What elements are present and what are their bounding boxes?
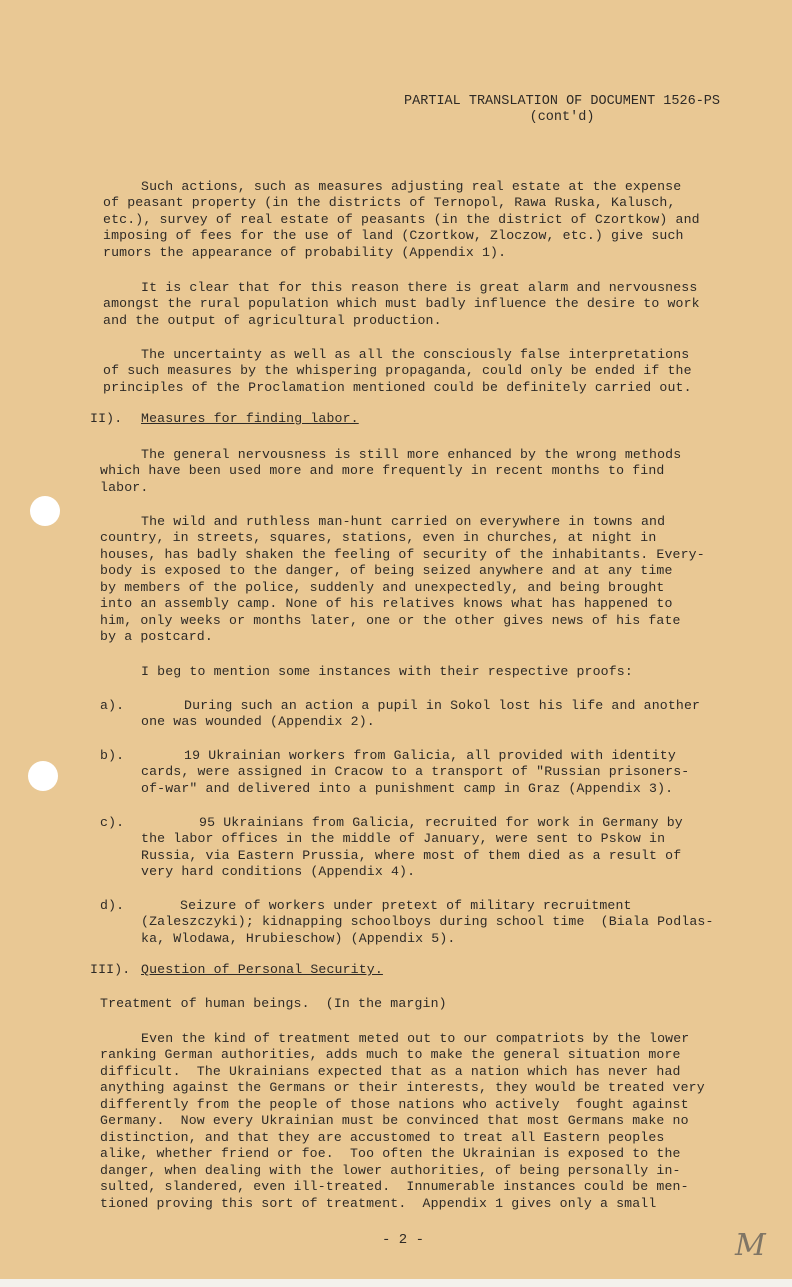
paragraph-line: him, only weeks or months later, one or the other gives news of his fate xyxy=(100,613,681,628)
list-item-line: the labor offices in the middle of January, were sent to Pskow in xyxy=(141,831,666,846)
list-item-line: 95 Ukrainians from Galicia, recruited for work in Germany by xyxy=(199,815,683,830)
paragraph-line: principles of the Proclamation mentioned could be definitely carried out. xyxy=(103,380,692,395)
list-item-line: Seizure of workers under pretext of military recruitment xyxy=(180,898,632,913)
list-label: a). xyxy=(100,698,125,713)
list-item-line: During such an action a pupil in Sokol lost his life and another xyxy=(184,698,701,713)
section-title: Measures for finding labor. xyxy=(141,411,359,426)
list-item-line: Russia, via Eastern Prussia, where most of them died as a result of xyxy=(141,848,682,863)
paragraph-line: alike, whether friend or foe. Too often the Ukrainian is exposed to the xyxy=(100,1146,681,1161)
document-header xyxy=(404,94,720,126)
paragraph-line: of such measures by the whispering propaganda, could only be ended if the xyxy=(103,363,692,378)
paragraph-line: anything against the Germans or their interests, they would be treated very xyxy=(100,1080,705,1095)
paragraph-line: ranking German authorities, adds much to make the general situation more xyxy=(100,1047,681,1062)
paragraph-line: body is exposed to the danger, of being seized anywhere and at any time xyxy=(100,563,673,578)
paragraph-line: imposing of fees for the use of land (Czortkow, Zloczow, etc.) give such xyxy=(103,228,684,243)
page-bottom-edge xyxy=(0,1279,792,1287)
page-number: - 2 - xyxy=(382,1232,425,1248)
paragraph-line: country, in streets, squares, stations, even in churches, at night in xyxy=(100,530,657,545)
list-item-line: very hard conditions (Appendix 4). xyxy=(141,864,416,879)
paragraph-line: houses, has badly shaken the feeling of security of the inhabitants. Every- xyxy=(100,547,705,562)
paragraph-line: rumors the appearance of probability (Appendix 1). xyxy=(103,245,507,260)
paragraph-line: differently from the people of those nations who actively fought against xyxy=(100,1097,689,1112)
handwritten-initials: M xyxy=(735,1228,766,1263)
list-item-line: ka, Wlodawa, Hrubieschow) (Appendix 5). xyxy=(141,931,456,946)
paragraph-line: Even the kind of treatment meted out to our compatriots by the lower xyxy=(141,1031,690,1046)
paragraph-line: It is clear that for this reason there is great alarm and nervousness xyxy=(141,280,698,295)
list-label: d). xyxy=(100,898,125,913)
paragraph-line: by a postcard. xyxy=(100,629,213,644)
paragraph-line: labor. xyxy=(100,480,149,495)
paragraph-line: The wild and ruthless man-hunt carried on everywhere in towns and xyxy=(141,514,666,529)
punch-hole-bottom xyxy=(28,761,58,791)
paragraph-line: difficult. The Ukrainians expected that as a nation which has never had xyxy=(100,1064,681,1079)
paragraph-line: by members of the police, suddenly and unexpectedly, and being brought xyxy=(100,580,665,595)
section-number: II). xyxy=(90,411,123,426)
list-item-line: 19 Ukrainian workers from Galicia, all provided with identity xyxy=(184,748,676,763)
header-title: PARTIAL TRANSLATION OF DOCUMENT 1526-PS xyxy=(404,94,720,109)
paragraph-line: The uncertainty as well as all the consciously false interpretations xyxy=(141,347,690,362)
section-title: Question of Personal Security. xyxy=(141,962,383,977)
paragraph-line: Such actions, such as measures adjusting real estate at the expense xyxy=(141,179,682,194)
paragraph-line: which have been used more and more frequently in recent months to find xyxy=(100,463,665,478)
list-item-line: (Zaleszczyki); kidnapping schoolboys during school time (Biala Podlas- xyxy=(141,914,714,929)
paragraph-line: The general nervousness is still more enhanced by the wrong methods xyxy=(141,447,682,462)
paragraph-line: distinction, and that they are accustomed to treat all Eastern peoples xyxy=(100,1130,665,1145)
margin-note: Treatment of human beings. (In the margin) xyxy=(100,996,447,1011)
paragraph-line: Germany. Now every Ukrainian must be convinced that most Germans make no xyxy=(100,1113,689,1128)
section-number: III). xyxy=(90,962,131,977)
paragraph-line: danger, when dealing with the lower authorities, of being personally in- xyxy=(100,1163,681,1178)
paragraph-line: I beg to mention some instances with their respective proofs: xyxy=(141,664,633,679)
paragraph-line: of peasant property (in the districts of Ternopol, Rawa Ruska, Kalusch, xyxy=(103,195,676,210)
paragraph-line: into an assembly camp. None of his relatives knows what has happened to xyxy=(100,596,673,611)
punch-hole-top xyxy=(30,496,60,526)
list-item-line: of-war" and delivered into a punishment camp in Graz (Appendix 3). xyxy=(141,781,674,796)
paragraph-line: tioned proving this sort of treatment. Appendix 1 gives only a small xyxy=(100,1196,657,1211)
list-item-line: cards, were assigned in Cracow to a transport of "Russian prisoners- xyxy=(141,764,690,779)
paragraph-line: amongst the rural population which must badly influence the desire to work xyxy=(103,296,700,311)
paragraph-line: etc.), survey of real estate of peasants (in the district of Czortkow) and xyxy=(103,212,700,227)
list-label: b). xyxy=(100,748,125,763)
list-item-line: one was wounded (Appendix 2). xyxy=(141,714,375,729)
paragraph-line: and the output of agricultural production. xyxy=(103,313,442,328)
list-label: c). xyxy=(100,815,125,830)
header-continued: (cont'd) xyxy=(529,110,595,125)
paragraph-line: sulted, slandered, even ill-treated. Innumerable instances could be men- xyxy=(100,1179,689,1194)
